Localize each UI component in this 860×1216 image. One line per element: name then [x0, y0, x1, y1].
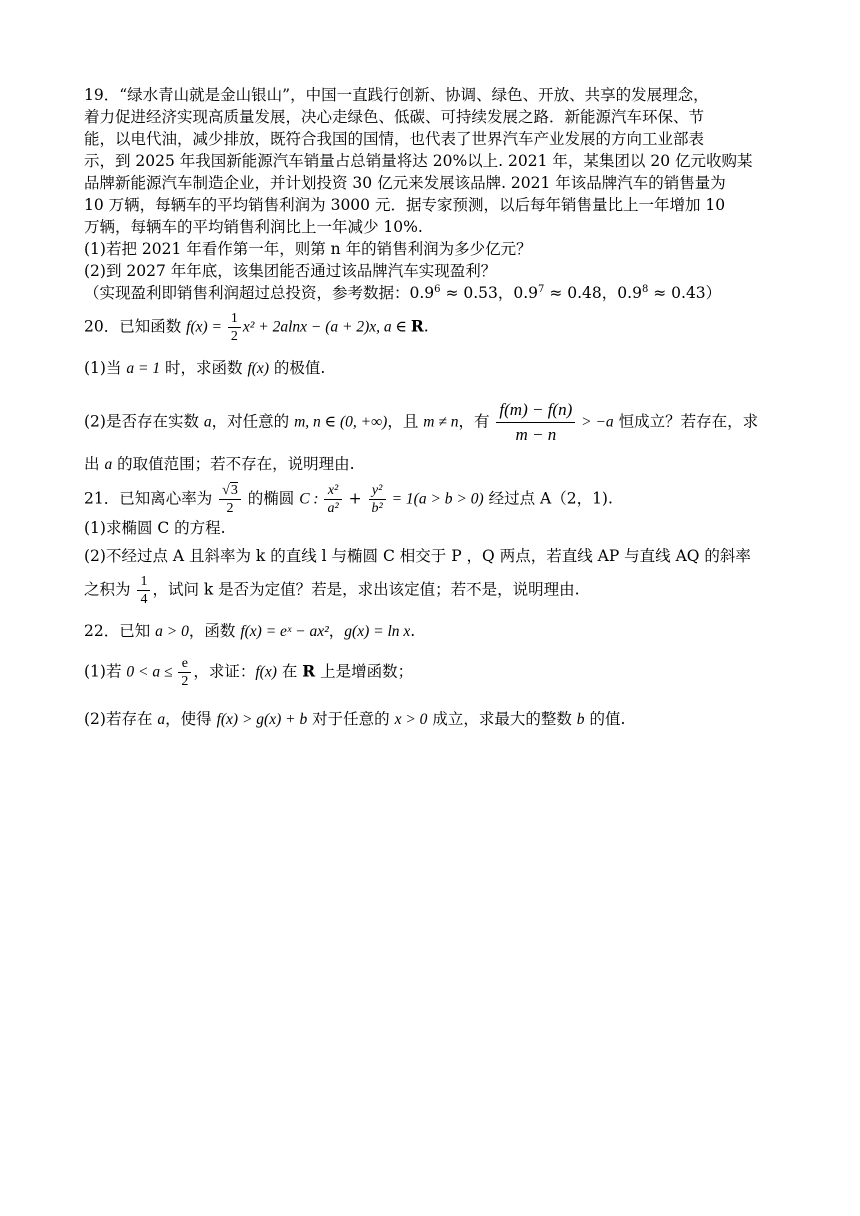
text: ，对任意的 — [211, 412, 295, 431]
text: (2)是否存在实数 — [84, 412, 204, 431]
text: 恒成立？若存在，求 — [613, 412, 759, 431]
q19-part-1: (1)若把 2021 年看作第一年，则第 n 年的销售利润为多少亿元？ — [84, 240, 532, 258]
eccentricity-fraction — [219, 482, 241, 517]
x-term-fraction — [324, 482, 341, 517]
q20-stem — [84, 310, 784, 345]
q20-part-2 — [84, 398, 784, 447]
e-half-fraction — [178, 655, 191, 690]
fraction-denominator: b² — [371, 501, 383, 516]
text: ，试问 k 是否为定值？若是，求出该定值；若不是，说明理由. — [152, 580, 580, 599]
math-expression: C : — [299, 490, 323, 508]
question-22 — [84, 620, 784, 731]
question-19 — [84, 84, 784, 304]
note-text: ≈ 0.53，0.9 — [440, 284, 539, 302]
fraction-denominator: 2 — [230, 329, 238, 344]
quarter-fraction — [137, 573, 150, 608]
text: 之积为 — [84, 580, 136, 599]
q22-part-1 — [84, 655, 784, 690]
math-expression: 0 < a ≤ — [126, 663, 177, 681]
text: 的椭圆 — [242, 489, 300, 508]
note-text: ≈ 0.43） — [648, 284, 722, 302]
math-expression: f(x) — [255, 663, 277, 681]
question-21 — [84, 482, 784, 608]
text: 的取值范围；若不存在，说明理由. — [112, 455, 355, 473]
fraction-numerator: f(m) − f(n) — [496, 398, 575, 423]
text: 上是增函数； — [315, 662, 414, 681]
math-expression: m ≠ n — [423, 413, 459, 431]
q20-intro: 20．已知函数 — [84, 317, 187, 336]
q22-part-2 — [84, 708, 784, 731]
text: ，函数 — [188, 622, 241, 640]
fraction-numerator: e — [178, 655, 191, 673]
fraction-half — [228, 310, 241, 345]
fraction-numerator: 1 — [228, 310, 241, 328]
exponent: 8 — [641, 283, 649, 295]
real-set-symbol: R — [302, 661, 316, 681]
difference-quotient-fraction — [496, 398, 575, 447]
real-set-symbol: R — [410, 316, 424, 336]
text: ，使得 — [165, 710, 217, 728]
q20-part-2-cont — [84, 453, 784, 476]
fraction-denominator: m − n — [515, 425, 557, 444]
exponent: 6 — [434, 283, 441, 295]
q19-reference-note — [84, 282, 784, 304]
question-20 — [84, 310, 784, 476]
q20-part-1 — [84, 357, 784, 380]
text: 的极值. — [268, 359, 326, 377]
text: 22．已知 — [84, 622, 156, 640]
q19-text-line: 19．“绿水青山就是金山银山”，中国一直践行创新、协调、绿色、开放、共享的发展理念， — [84, 86, 709, 104]
math-variable: b — [576, 711, 585, 728]
text: . — [410, 622, 416, 640]
q19-part-2: (2)到 2027 年年底，该集团能否通过该品牌汽车实现盈利？ — [84, 262, 497, 280]
math-variable: a — [203, 413, 212, 431]
q19-text-line: 示，到 2025 年我国新能源汽车销量占总销量将达 20%以上. 2021 年，某集团以 20 亿元收购某 — [84, 152, 753, 170]
text: ， — [328, 622, 345, 640]
q19-text-line: 着力促进经济实现高质量发展，决心走绿色、低碳、可持续发展之路．新能源汽车环保、节 — [84, 108, 705, 126]
text: ，有 — [458, 412, 495, 431]
fraction-numerator: 1 — [137, 573, 150, 591]
q21-part-2: (2)不经过点 A 且斜率为 k 的直线 l 与椭圆 C 相交于 P ，Q 两点，若直线 AP 与直线 AQ 的斜率 — [84, 547, 751, 565]
text: 出 — [84, 455, 105, 473]
fraction-denominator: 4 — [140, 592, 148, 607]
fraction-numerator: x² — [324, 482, 341, 500]
exponent: 7 — [538, 283, 545, 295]
note-text: （实现盈利即销售利润超过总投资，参考数据：0.9 — [84, 284, 435, 302]
math-expression: f(x) — [247, 360, 269, 377]
math-expression: m, n ∈ (0, +∞) — [294, 413, 388, 431]
math-expression: f(x) = eˣ − ax² — [240, 623, 329, 640]
q21-part-1: (1)求椭圆 C 的方程. — [84, 519, 226, 537]
text: 经过点 A（2，1). — [483, 489, 613, 508]
function-expression: f(x) = — [186, 318, 226, 336]
text: (2)若存在 — [84, 710, 158, 728]
function-expression: x² + 2alnx − (a + 2)x, a ∈ — [242, 318, 411, 336]
q19-text-line: 能，以电代油，减少排放，既符合我国的国情，也代表了世界汽车产业发展的方向工业部表 — [84, 130, 705, 148]
q22-stem — [84, 620, 784, 643]
text: 21．已知离心率为 — [84, 489, 218, 508]
text: 对于任意的 — [307, 710, 395, 728]
fraction-denominator: 2 — [226, 501, 234, 516]
text: (1)若 — [84, 662, 127, 681]
text: ，求证： — [193, 662, 256, 681]
math-expression: = 1(a > b > 0) — [387, 490, 484, 508]
q21-part-2-cont — [84, 573, 784, 608]
text: 时，求函数 — [160, 359, 248, 377]
math-expression: f(x) > g(x) + b — [216, 711, 308, 728]
text: 的值. — [584, 710, 626, 728]
math-expression: a > 0 — [155, 623, 189, 640]
q21-stem — [84, 482, 784, 517]
math-expression: g(x) = ln x — [344, 623, 411, 640]
q19-text-line: 品牌新能源汽车制造企业，并计划投资 30 亿元来发展该品牌. 2021 年该品牌汽车的销售量为 — [84, 174, 726, 192]
radicand: 3 — [230, 483, 238, 498]
exam-page — [84, 84, 784, 731]
note-text: ≈ 0.48，0.9 — [544, 284, 642, 302]
y-term-fraction — [369, 482, 386, 517]
math-expression: a = 1 — [126, 360, 161, 377]
text: (1)当 — [84, 359, 127, 377]
fraction-numerator: √3 — [219, 482, 241, 500]
q19-text-line: 10 万辆，每辆车的平均销售利润为 3000 元．据专家预测，以后每年销售量比上一年增加 10 — [84, 196, 726, 214]
math-expression: > −a — [577, 413, 614, 431]
math-variable: a — [104, 456, 113, 473]
text: ，且 — [387, 412, 424, 431]
math-expression: x > 0 — [394, 711, 428, 728]
text: 在 — [276, 662, 303, 681]
punctuation: . — [423, 317, 429, 336]
text: 成立，求最大的整数 — [427, 710, 577, 728]
fraction-numerator: y² — [369, 482, 386, 500]
fraction-denominator: a² — [327, 501, 339, 516]
fraction-denominator: 2 — [181, 674, 189, 689]
q19-text-line: 万辆，每辆车的平均销售利润比上一年减少 10%. — [84, 218, 423, 236]
math-variable: a — [157, 711, 166, 728]
operator: + — [343, 489, 367, 508]
